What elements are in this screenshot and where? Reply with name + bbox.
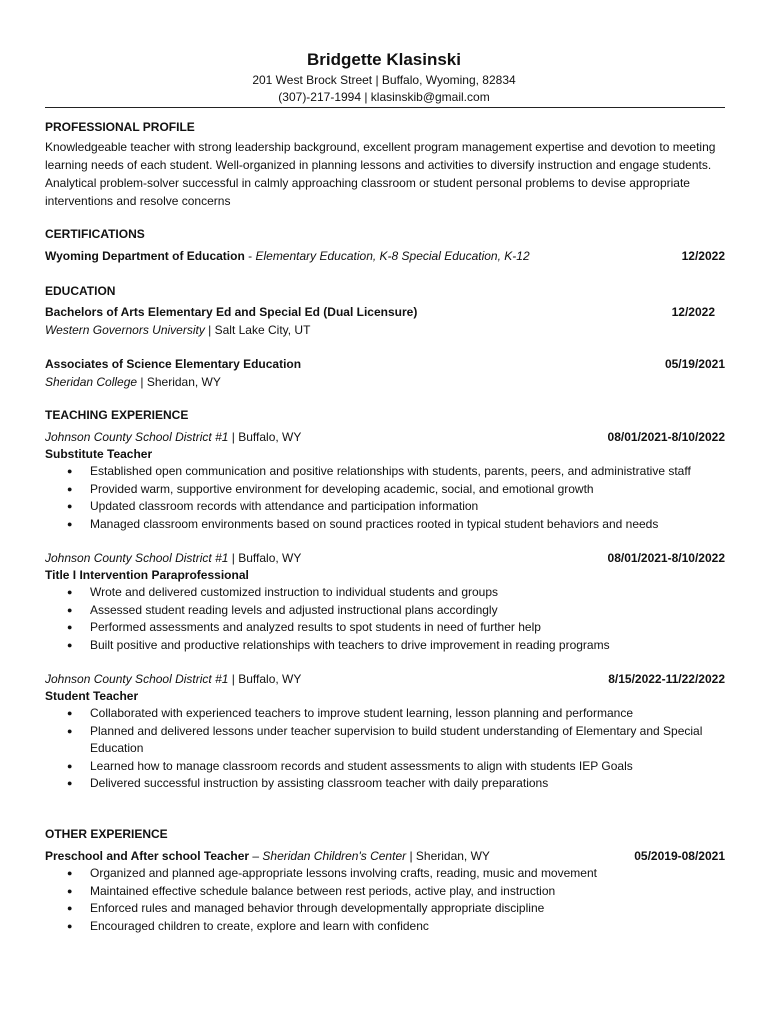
- section-title: CERTIFICATIONS: [45, 227, 145, 241]
- job-date: 8/15/2022-11/22/2022: [608, 672, 725, 686]
- job-role: Substitute Teacher: [45, 447, 153, 461]
- list-item: [67, 865, 725, 883]
- bullet-icon: ●: [67, 483, 73, 494]
- degree-name: Associates of Science Elementary Education: [45, 357, 302, 371]
- cert-detail: Elementary Education, K-8 Special Education, K-12: [255, 249, 530, 263]
- list-item: [67, 900, 725, 918]
- job-location: | Sheridan, WY: [406, 849, 490, 863]
- bullet-text: Organized and planned age-appropriate lessons involving crafts, reading, music and movement: [90, 866, 597, 880]
- bullet-text: Performed assessments and analyzed results to spot students in need of further help: [90, 620, 541, 634]
- list-item: [67, 516, 725, 534]
- list-item: [67, 775, 725, 793]
- degree-name: Bachelors of Arts Elementary Ed and Special Ed (Dual Licensure): [45, 305, 418, 319]
- list-item: [67, 463, 725, 481]
- education-section: [45, 283, 725, 391]
- bullet-icon: ●: [67, 501, 73, 511]
- bullet-icon: ●: [67, 518, 73, 529]
- bullet-text: Delivered successful instruction by assisting classroom teacher with daily preparations: [90, 776, 549, 790]
- bullet-text: Collaborated with experienced teachers to improve student learning, lesson planning and performance: [90, 706, 633, 720]
- header-divider: [45, 107, 725, 108]
- list-item: [67, 705, 725, 723]
- list-item: [67, 481, 725, 499]
- address-line: 201 West Brock Street | Buffalo, Wyoming, 82834: [252, 73, 516, 87]
- section-title: TEACHING EXPERIENCE: [45, 408, 189, 422]
- bullet-text: Established open communication and positive relationships with students, parents, peers, and administrative staff: [90, 464, 691, 478]
- candidate-name: Bridgette Klasinski: [307, 50, 461, 69]
- employer-name: Johnson County School District #1: [45, 551, 229, 565]
- certifications-section: [45, 226, 725, 265]
- list-item: [67, 619, 725, 637]
- bullet-icon: ●: [67, 903, 73, 913]
- bullet-icon: ●: [67, 778, 73, 788]
- certification-text: [45, 247, 530, 265]
- bullet-text: Provided warm, supportive environment for developing academic, social, and emotional growth: [90, 481, 594, 496]
- job-role: Preschool and After school Teacher: [45, 849, 250, 863]
- bullet-text: Learned how to manage classroom records and student assessments to align with students IEP Goals: [90, 758, 633, 773]
- job-bullets: [67, 584, 725, 654]
- list-item: [67, 584, 725, 602]
- bullet-text: Assessed student reading levels and adjusted instructional plans accordingly: [90, 602, 498, 617]
- degree-date: 12/2022: [671, 305, 715, 319]
- school-location: | Sheridan, WY: [137, 375, 221, 389]
- certification-row: [45, 247, 725, 265]
- bullet-icon: ●: [67, 587, 73, 597]
- list-item: [67, 758, 725, 776]
- list-item: [67, 723, 725, 758]
- bullet-icon: ●: [67, 466, 73, 476]
- school-line: [45, 321, 725, 339]
- bullet-text: Encouraged children to create, explore and learn with confidenc: [90, 918, 429, 933]
- school-location: | Salt Lake City, UT: [204, 323, 311, 337]
- profile-text: Knowledgeable teacher with strong leadership background, excellent program management expertise and devotion to meeting learning needs of each student. Well-organized in planning lessons and activities to diversify instruction and engage students. Analytical problem-solver successful in calmly approaching classroom or student personal problems to devise appropriate interventions and resolve concerns: [45, 140, 716, 208]
- bullet-icon: ●: [67, 760, 73, 771]
- job-date: 08/01/2021-8/10/2022: [607, 430, 725, 444]
- degree-date: 05/19/2021: [664, 357, 725, 371]
- teaching-section: [45, 407, 725, 793]
- section-title: OTHER EXPERIENCE: [45, 827, 168, 841]
- bullet-icon: ●: [67, 725, 73, 736]
- other-experience-section: [45, 826, 725, 935]
- bullet-icon: ●: [67, 708, 73, 718]
- bullet-text: Built positive and productive relationships with teachers to drive improvement in reading programs: [90, 637, 610, 652]
- job-header: [45, 847, 725, 865]
- job-location: | Buffalo, WY: [228, 672, 302, 686]
- job-header: [45, 670, 725, 688]
- job-location: | Buffalo, WY: [228, 430, 302, 444]
- bullet-text: Planned and delivered lessons under teacher supervision to build student understanding of Elementary and Special Education: [90, 723, 703, 755]
- bullet-text: Wrote and delivered customized instruction to individual students and groups: [90, 585, 499, 599]
- school-name: Sheridan College: [45, 375, 138, 389]
- bullet-text: Updated classroom records with attendance and participation information: [90, 499, 479, 513]
- phone-email-line: (307)-217-1994 | klasinskib@gmail.com: [278, 90, 490, 104]
- role-sep: –: [249, 849, 263, 863]
- school-name: Western Governors University: [45, 323, 205, 337]
- cert-org: Wyoming Department of Education: [45, 249, 245, 263]
- job-date: 05/2019-08/2021: [634, 849, 725, 863]
- resume-header: [45, 48, 723, 106]
- job-date: 08/01/2021-8/10/2022: [607, 551, 725, 565]
- bullet-icon: ●: [67, 920, 73, 931]
- list-item: [67, 918, 725, 936]
- employer-name: Sheridan Children's Center: [262, 849, 407, 863]
- job-bullets: [67, 705, 725, 793]
- job-role: Title I Intervention Paraprofessional: [45, 568, 249, 582]
- job-header: [45, 428, 725, 446]
- job-bullets: [67, 463, 725, 533]
- cert-sep: -: [244, 249, 256, 263]
- bullet-icon: ●: [67, 868, 73, 878]
- job-role: Student Teacher: [45, 689, 139, 703]
- bullet-text: Enforced rules and managed behavior through developmentally appropriate discipline: [90, 901, 545, 915]
- profile-section: [45, 119, 725, 210]
- school-line: [45, 373, 725, 391]
- employer-name: Johnson County School District #1: [45, 430, 229, 444]
- list-item: [67, 637, 725, 655]
- section-title: EDUCATION: [45, 284, 116, 298]
- job-bullets: [67, 865, 725, 935]
- section-title: PROFESSIONAL PROFILE: [45, 120, 195, 134]
- bullet-text: Maintained effective schedule balance between rest periods, active play, and instruction: [90, 883, 556, 898]
- bullet-icon: ●: [67, 885, 73, 896]
- job-header: [45, 549, 725, 567]
- bullet-icon: ●: [67, 622, 73, 632]
- list-item: [67, 602, 725, 620]
- bullet-text: Managed classroom environments based on sound practices rooted in typical student behaviors and needs: [90, 516, 659, 531]
- list-item: [67, 498, 725, 516]
- job-location: | Buffalo, WY: [228, 551, 302, 565]
- bullet-icon: ●: [67, 604, 73, 615]
- bullet-icon: ●: [67, 639, 73, 650]
- education-entry: [45, 355, 725, 373]
- education-entry: [45, 303, 725, 321]
- cert-date: 12/2022: [681, 249, 725, 263]
- employer-name: Johnson County School District #1: [45, 672, 229, 686]
- list-item: [67, 883, 725, 901]
